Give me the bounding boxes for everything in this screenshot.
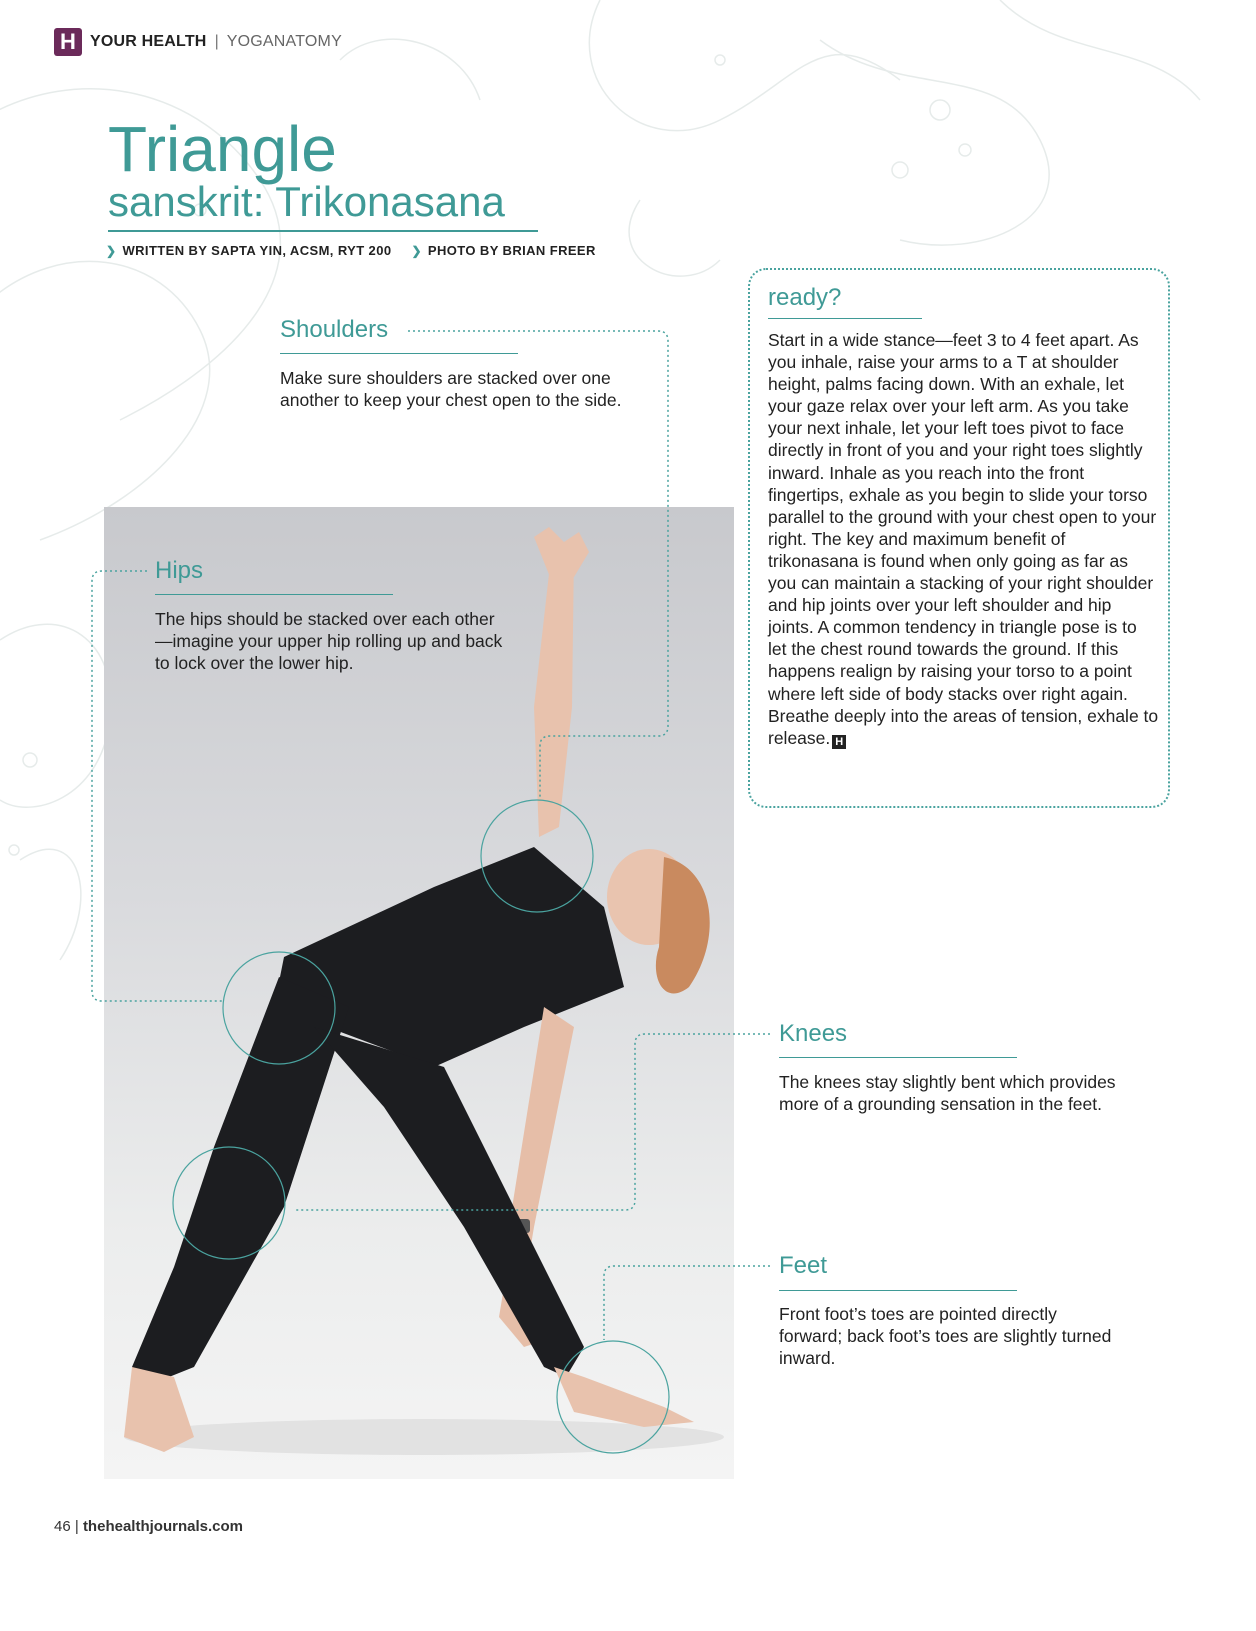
photo-credit (411, 243, 595, 258)
author-credit (106, 243, 391, 258)
section-name: YOUR HEALTH (90, 33, 207, 50)
hips-text: The hips should be stacked over each other—imagine your upper hip rolling up and back to lock over the lower hip. (155, 609, 503, 673)
page-footer (54, 1518, 243, 1535)
ready-divider (768, 318, 922, 319)
photo-credit-label: PHOTO BY BRIAN FREER (427, 243, 596, 258)
feet-heading: Feet (779, 1252, 828, 1279)
knees-divider (779, 1057, 1017, 1058)
ready-instructions-text: Start in a wide stance—feet 3 to 4 feet apart. As you inhale, raise your arms to a T at shoulder height, palms facing down. With an exhale, let your gaze relax over your left arm. As you take your next inhale, let your left toes pivot to face directly in front of you and your right toes slightly inward. Inhale as you reach into the front fingertips, exhale as you begin to slide your torso parallel to the ground with your chest open to your right. The key and maximum benefit of trikonasana is found when only going as far as you can maintain a stacking of your right shoulder and hip joints over your left shoulder and hip joints. A common tendency in triangle pose is to let the chest round towards the ground. If this happens realign by raising your torso to a point where left side of body stacks over right again. Breathe deeply into the areas of tension, exhale to release. (768, 330, 1159, 748)
ready-instructions (768, 329, 1160, 749)
knees-text: The knees stay slightly bent which provides more of a grounding sensation in the feet. (779, 1072, 1116, 1114)
shoulders-text: Make sure shoulders are stacked over one another to keep your chest open to the side. (280, 368, 622, 410)
feet-text: Front foot’s toes are pointed directly forward; back foot’s toes are slightly turned inward. (779, 1304, 1112, 1368)
shoulders-heading: Shoulders (280, 316, 389, 343)
title-divider (108, 230, 538, 232)
footer-site: thehealthjournals.com (82, 1518, 243, 1535)
author-credit-label: WRITTEN BY SAPTA YIN, ACSM, RYT 200 (122, 243, 392, 258)
hips-divider (155, 594, 393, 595)
hips-heading: Hips (155, 557, 204, 584)
footer-separator: | (74, 1518, 79, 1535)
chevron-right-icon: ❯ (411, 243, 422, 258)
ready-heading: ready? (768, 284, 842, 311)
brand-logo-icon: H (54, 28, 82, 56)
page-number: 46 (54, 1518, 71, 1535)
article-credits (106, 243, 596, 258)
knees-heading: Knees (779, 1020, 848, 1047)
shoulders-divider (280, 353, 518, 354)
article-subtitle: sanskrit: Trikonasana (108, 178, 505, 225)
article-title: Triangle (108, 113, 337, 185)
feet-divider (779, 1290, 1017, 1291)
chevron-right-icon: ❯ (106, 243, 117, 258)
subsection-name: YOGANATOMY (226, 33, 342, 50)
publication-brand (54, 28, 342, 56)
section-separator: | (214, 33, 219, 50)
end-mark-icon: H (832, 735, 846, 749)
